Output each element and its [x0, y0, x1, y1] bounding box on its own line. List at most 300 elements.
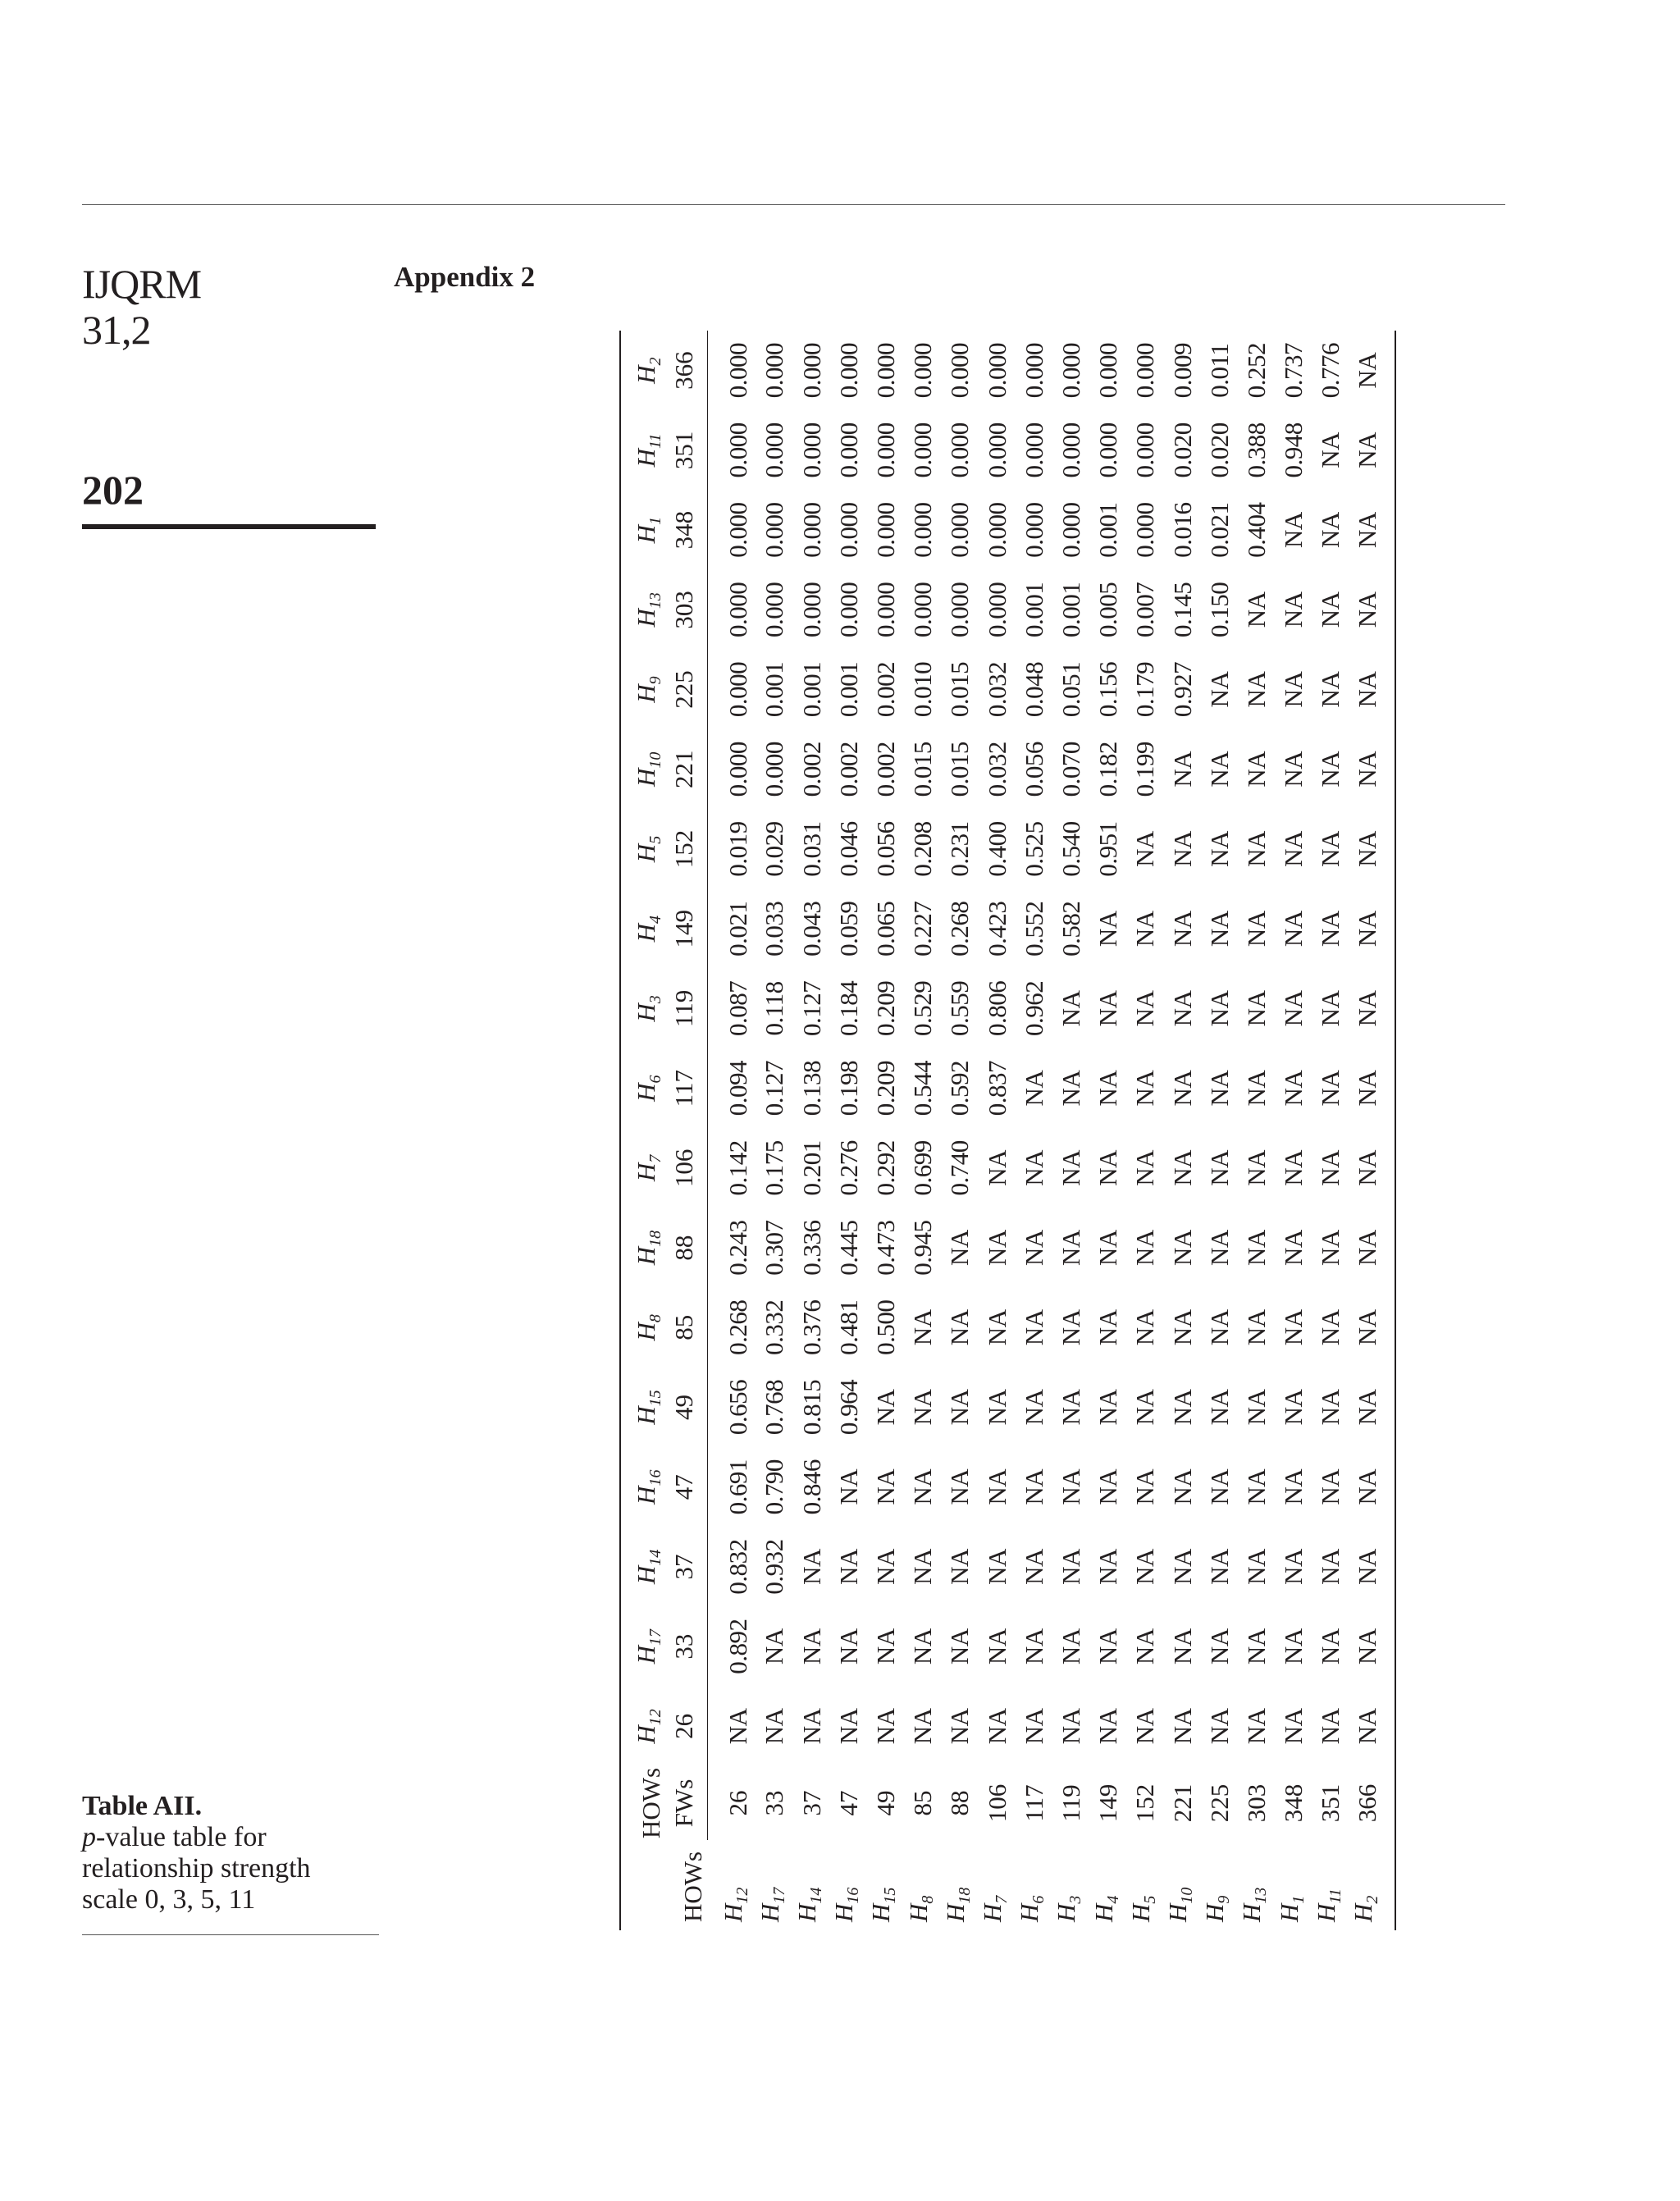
p-value-cell: 0.268 — [723, 1299, 752, 1355]
p-value-cell: NA — [1316, 432, 1345, 468]
column-header-subscript: 7 — [646, 1154, 665, 1163]
p-value-cell: NA — [908, 1309, 938, 1346]
row-fw-value: 366 — [1353, 1783, 1382, 1823]
p-value-cell: NA — [1204, 1309, 1234, 1346]
table-row — [905, 331, 942, 1930]
column-fw-value: 37 — [669, 1527, 708, 1606]
row-label-subscript: 8 — [918, 1895, 937, 1904]
row-fw-value: 152 — [1130, 1783, 1160, 1823]
p-value-cell: 0.209 — [871, 1061, 901, 1116]
p-value-cell: NA — [1279, 1549, 1308, 1585]
row-label-subscript: 3 — [1066, 1895, 1085, 1904]
p-value-cell: NA — [1093, 1309, 1123, 1346]
column-header-subscript: 9 — [646, 676, 665, 685]
p-value-cell: 0.336 — [797, 1220, 826, 1276]
p-value-cell: 0.000 — [945, 343, 975, 399]
row-label-base: H — [1125, 1903, 1155, 1922]
column-header-h13 — [620, 570, 669, 650]
column-header-base: $H_6$ — [632, 1075, 665, 1102]
row-label-base: H — [755, 1903, 784, 1922]
row-fw-value: 221 — [1167, 1783, 1197, 1823]
p-value-cell: 0.015 — [945, 661, 975, 718]
p-value-cell: 0.000 — [1056, 502, 1085, 558]
p-value-cell: 0.815 — [797, 1379, 826, 1436]
p-value-cell: NA — [1167, 990, 1197, 1027]
table-row — [756, 331, 793, 1930]
p-value-cell: NA — [1316, 751, 1345, 788]
p-value-cell: NA — [1167, 1708, 1197, 1745]
column-header-subscript: 15 — [646, 1390, 665, 1407]
p-value-cell: 0.029 — [760, 821, 789, 877]
p-value-cell: NA — [1056, 1309, 1085, 1346]
row-label-subscript: 9 — [1215, 1895, 1234, 1904]
row-label-subscript: 7 — [993, 1895, 1011, 1904]
table-row — [1052, 331, 1089, 1930]
p-value-cell: NA — [1353, 1230, 1382, 1266]
column-header-h8 — [620, 1288, 669, 1368]
p-value-cell: 0.142 — [723, 1140, 752, 1196]
p-value-cell: NA — [1279, 1628, 1308, 1665]
p-value-cell: NA — [1130, 1628, 1160, 1665]
p-value-cell: NA — [982, 1230, 1011, 1266]
p-value-cell: 0.000 — [1019, 343, 1048, 399]
row-fw-value: 119 — [1056, 1784, 1085, 1822]
column-header-subscript: 6 — [646, 1075, 665, 1084]
p-value-cell: NA — [982, 1389, 1011, 1426]
p-value-cell: 0.000 — [1093, 422, 1123, 478]
row-label-h15 — [867, 1840, 904, 1930]
p-value-cell: NA — [1353, 751, 1382, 788]
p-value-cell: NA — [1353, 1468, 1382, 1505]
column-fw-value: 152 — [669, 809, 708, 888]
p-value-cell: 0.740 — [945, 1140, 975, 1196]
p-value-cell: NA — [945, 1230, 975, 1266]
caption-rule — [82, 1934, 379, 1935]
row-label-subscript: 4 — [1103, 1895, 1122, 1904]
p-value-cell: NA — [1353, 1708, 1382, 1745]
p-value-cell: 0.927 — [1167, 661, 1197, 718]
p-value-cell: NA — [1279, 1468, 1308, 1505]
p-value-cell: NA — [1167, 1230, 1197, 1266]
p-value-cell: NA — [871, 1549, 901, 1585]
p-value-cell: 0.231 — [945, 821, 975, 877]
p-value-cell: 0.400 — [982, 821, 1011, 877]
p-value-cell: NA — [1279, 990, 1308, 1027]
row-fw-value: 47 — [833, 1790, 863, 1816]
p-value-cell: 0.691 — [723, 1459, 752, 1515]
row-label-base: H — [1089, 1903, 1118, 1922]
p-value-cell: 0.945 — [908, 1220, 938, 1276]
p-value-cell: 0.000 — [1019, 502, 1048, 558]
row-label-h6 — [1016, 1840, 1052, 1930]
p-value-cell: NA — [908, 1389, 938, 1426]
p-value-cell: NA — [1241, 1708, 1271, 1745]
p-value-cell: 0.445 — [833, 1220, 863, 1276]
p-value-cell: 0.552 — [1019, 901, 1048, 957]
p-value-cell: NA — [1167, 1149, 1197, 1186]
table-row — [1312, 331, 1349, 1930]
p-value-cell: NA — [1167, 1549, 1197, 1585]
p-value-cell: NA — [1204, 751, 1234, 788]
table-row — [1164, 331, 1201, 1930]
p-value-cell: 0.000 — [1130, 422, 1160, 478]
p-value-cell: NA — [1279, 1309, 1308, 1346]
p-value-cell: NA — [1316, 911, 1345, 948]
table-row — [1127, 331, 1164, 1930]
row-label-h2 — [1349, 1840, 1395, 1930]
p-value-cell: 0.000 — [1056, 343, 1085, 399]
p-value-cell: 0.737 — [1279, 343, 1308, 399]
row-fw-value: 225 — [1204, 1783, 1234, 1823]
p-value-cell: 0.032 — [982, 661, 1011, 718]
p-value-cell: NA — [1130, 1389, 1160, 1426]
row-label-subscript: 15 — [881, 1887, 900, 1904]
p-value-cell: NA — [1130, 1468, 1160, 1505]
p-value-cell: NA — [1130, 1070, 1160, 1107]
column-header-subscript: 11 — [646, 433, 665, 449]
row-label-base: H — [940, 1903, 970, 1922]
row-label-h16 — [830, 1840, 867, 1930]
p-value-cell: 0.000 — [723, 422, 752, 478]
column-fw-value: 106 — [669, 1128, 708, 1208]
p-value-cell: 0.051 — [1056, 661, 1085, 718]
column-header-subscript: 13 — [646, 592, 665, 610]
p-value-cell: NA — [1130, 1149, 1160, 1186]
p-value-cell: 0.059 — [833, 901, 863, 957]
table-row — [1349, 331, 1395, 1930]
p-value-cell: 0.000 — [833, 582, 863, 637]
p-value-cell: NA — [1316, 1309, 1345, 1346]
p-value-cell: 0.056 — [1019, 742, 1048, 797]
p-value-cell: NA — [1353, 1549, 1382, 1585]
p-value-cell: NA — [1019, 1230, 1048, 1266]
p-value-cell: 0.000 — [982, 422, 1011, 478]
row-label-h7 — [979, 1840, 1016, 1930]
row-label-h4 — [1090, 1840, 1127, 1930]
p-value-cell: 0.046 — [833, 821, 863, 877]
row-label-subscript: 13 — [1252, 1887, 1271, 1904]
p-value-cell: NA — [1241, 1230, 1271, 1266]
column-fw-value: 119 — [669, 969, 708, 1048]
caption-line-3: scale 0, 3, 5, 11 — [82, 1884, 256, 1915]
p-value-cell: NA — [1316, 831, 1345, 867]
p-value-cell: NA — [908, 1468, 938, 1505]
p-value-cell: NA — [1056, 1149, 1085, 1186]
p-value-cell: NA — [1130, 1549, 1160, 1585]
caption-line-2: relationship strength — [82, 1853, 311, 1884]
column-header-base: $H_{16}$ — [632, 1469, 665, 1505]
p-value-cell: 0.198 — [833, 1061, 863, 1116]
p-value-cell: 0.948 — [1279, 422, 1308, 478]
p-value-cell: NA — [1316, 1468, 1345, 1505]
p-value-cell: NA — [1167, 1468, 1197, 1505]
column-fw-value: 303 — [669, 570, 708, 650]
p-value-cell: NA — [1279, 1070, 1308, 1107]
row-label-h10 — [1164, 1840, 1201, 1930]
p-value-cell: 0.000 — [760, 502, 789, 558]
p-value-cell: NA — [1167, 1628, 1197, 1665]
p-value-cell: NA — [1056, 1628, 1085, 1665]
p-value-cell: NA — [1353, 352, 1382, 389]
p-value-cell: NA — [1316, 512, 1345, 548]
p-value-cell: 0.000 — [871, 582, 901, 637]
row-label-base: H — [792, 1903, 822, 1922]
p-value-table-rotated — [619, 331, 1382, 1930]
p-value-cell: NA — [1316, 1389, 1345, 1426]
p-value-cell: 0.000 — [871, 422, 901, 478]
p-value-cell: 0.000 — [1130, 343, 1160, 399]
row-fw-value: 117 — [1019, 1784, 1048, 1822]
p-value-cell: NA — [1279, 1389, 1308, 1426]
p-value-cell: 0.001 — [1056, 582, 1085, 637]
p-value-cell: 0.699 — [908, 1140, 938, 1196]
row-label-base: H — [866, 1903, 896, 1922]
p-value-cell: 0.065 — [871, 901, 901, 957]
p-value-cell: NA — [1019, 1389, 1048, 1426]
column-fw-value: 26 — [669, 1687, 708, 1766]
p-value-cell: NA — [1241, 1468, 1271, 1505]
row-label-subscript: 10 — [1178, 1887, 1197, 1904]
p-value-cell: 0.544 — [908, 1061, 938, 1116]
row-fw-value: 37 — [797, 1790, 826, 1816]
p-value-cell: NA — [1353, 432, 1382, 468]
p-value-cell: NA — [1093, 1549, 1123, 1585]
p-value-cell: NA — [1056, 1070, 1085, 1107]
p-value-cell: 0.964 — [833, 1379, 863, 1436]
table-caption — [82, 1791, 386, 1916]
p-value-cell: 0.832 — [723, 1539, 752, 1595]
p-value-cell: 0.094 — [723, 1061, 752, 1116]
p-value-cell: NA — [1279, 512, 1308, 548]
p-value-cell: NA — [1019, 1549, 1048, 1585]
p-value-cell: 0.951 — [1093, 821, 1123, 877]
row-label-h1 — [1276, 1840, 1312, 1930]
p-value-cell: 0.001 — [1019, 582, 1048, 637]
p-value-cell: 0.806 — [982, 980, 1011, 1037]
p-value-cell: NA — [945, 1389, 975, 1426]
row-label-h14 — [793, 1840, 830, 1930]
p-value-cell: NA — [833, 1628, 863, 1665]
journal-label — [82, 261, 201, 353]
p-value-cell: 0.000 — [982, 343, 1011, 399]
p-value-cell: NA — [982, 1309, 1011, 1346]
p-value-cell: 0.056 — [871, 821, 901, 877]
row-label-subscript: 6 — [1029, 1895, 1048, 1904]
row-label-h17 — [756, 1840, 793, 1930]
p-value-cell: 0.002 — [871, 661, 901, 718]
column-header-h5 — [620, 809, 669, 888]
p-value-cell: NA — [1130, 1708, 1160, 1745]
p-value-cell: NA — [1316, 1708, 1345, 1745]
p-value-cell: NA — [982, 1549, 1011, 1585]
p-value-cell: 0.837 — [982, 1061, 1011, 1116]
p-value-cell: 0.000 — [1019, 422, 1048, 478]
column-header-base: $H_3$ — [632, 995, 665, 1022]
p-value-cell: 0.404 — [1241, 502, 1271, 558]
p-value-cell: NA — [1241, 990, 1271, 1027]
p-value-cell: NA — [1353, 1149, 1382, 1186]
p-value-cell: 0.388 — [1241, 422, 1271, 478]
p-value-cell: NA — [1167, 1389, 1197, 1426]
p-value-cell: 0.559 — [945, 980, 975, 1037]
p-value-cell: 0.846 — [797, 1459, 826, 1515]
p-value-cell: NA — [1241, 1149, 1271, 1186]
row-fw-value: 33 — [760, 1790, 789, 1816]
column-header-h10 — [620, 729, 669, 809]
p-value-cell: 0.000 — [945, 502, 975, 558]
p-value-cell: 0.776 — [1316, 343, 1345, 399]
row-label-base: H — [829, 1903, 859, 1922]
p-value-cell: NA — [797, 1628, 826, 1665]
p-value-cell: NA — [1316, 1070, 1345, 1107]
p-value-cell: 0.000 — [760, 343, 789, 399]
p-value-cell: 0.000 — [945, 582, 975, 637]
p-value-cell: NA — [1204, 1628, 1234, 1665]
p-value-cell: 0.000 — [760, 582, 789, 637]
p-value-cell: NA — [1353, 911, 1382, 948]
p-value-cell: 0.002 — [833, 742, 863, 797]
column-header-subscript: 17 — [646, 1628, 665, 1646]
p-value-cell: 0.010 — [908, 661, 938, 718]
p-value-cell: 0.000 — [833, 343, 863, 399]
p-value-cell: 0.790 — [760, 1459, 789, 1515]
column-header-h15 — [620, 1368, 669, 1447]
p-value-cell: 0.118 — [760, 981, 789, 1036]
page-number: 202 — [82, 467, 144, 513]
p-value-cell: 0.209 — [871, 980, 901, 1037]
column-fw-value: 348 — [669, 491, 708, 570]
p-value-cell: NA — [1204, 1708, 1234, 1745]
caption-line-1 — [82, 1822, 386, 1853]
p-value-cell: NA — [945, 1708, 975, 1745]
p-value-cell: NA — [1093, 1070, 1123, 1107]
column-header-h7 — [620, 1128, 669, 1208]
p-value-cell: NA — [1279, 911, 1308, 948]
column-header-subscript: 5 — [646, 835, 665, 844]
p-value-cell: NA — [1130, 831, 1160, 867]
p-value-cell: 0.000 — [797, 582, 826, 637]
row-label-subscript: 14 — [807, 1887, 826, 1904]
page-number-rule — [82, 524, 376, 529]
section-title: Appendix 2 — [394, 261, 536, 293]
column-header-h2 — [620, 331, 669, 410]
p-value-cell: NA — [833, 1468, 863, 1505]
p-value-cell: 0.000 — [723, 582, 752, 637]
column-header-base: $H_{14}$ — [632, 1549, 665, 1585]
table-row — [793, 331, 830, 1930]
column-header-subscript: 14 — [646, 1549, 665, 1566]
p-value-cell: 0.138 — [797, 1061, 826, 1116]
p-value-cell: 0.184 — [833, 980, 863, 1037]
p-value-cell: 0.423 — [982, 901, 1011, 957]
p-value-cell: NA — [1204, 990, 1234, 1027]
column-header-subscript: 12 — [646, 1709, 665, 1726]
p-value-cell: 0.179 — [1130, 661, 1160, 718]
p-value-cell: NA — [982, 1149, 1011, 1186]
caption-line-1-rest: -value table for — [96, 1822, 267, 1852]
table-row — [942, 331, 979, 1930]
p-value-cell: 0.000 — [760, 742, 789, 797]
p-value-cell: 0.043 — [797, 901, 826, 957]
p-value-cell: 0.150 — [1204, 582, 1234, 637]
p-value-cell: 0.276 — [833, 1140, 863, 1196]
p-value-cell: NA — [1167, 831, 1197, 867]
column-header-base: $H_{18}$ — [632, 1230, 665, 1266]
row-label-subscript: 5 — [1140, 1895, 1159, 1904]
column-fw-value: 49 — [669, 1368, 708, 1447]
p-value-cell: 0.892 — [723, 1619, 752, 1674]
column-header-base: $H_8$ — [632, 1314, 665, 1341]
row-label-subscript: 11 — [1326, 1888, 1344, 1904]
p-value-cell: NA — [1093, 911, 1123, 948]
p-value-cell: NA — [1279, 591, 1308, 628]
table-row — [1016, 331, 1052, 1930]
p-value-cell: NA — [1353, 591, 1382, 628]
column-fw-value: 149 — [669, 889, 708, 969]
row-label-subscript: 17 — [770, 1887, 789, 1904]
p-value-cell: 0.000 — [833, 422, 863, 478]
p-value-cell: NA — [1130, 911, 1160, 948]
p-value-cell: 0.000 — [1130, 502, 1160, 558]
p-value-cell: NA — [1241, 1389, 1271, 1426]
table-row — [1238, 331, 1275, 1930]
p-value-table — [619, 331, 1396, 1930]
row-label-base: H — [1015, 1903, 1044, 1922]
column-header-h4 — [620, 889, 669, 969]
column-header-subscript: 3 — [646, 995, 665, 1004]
row-label-h13 — [1238, 1840, 1275, 1930]
p-value-cell: NA — [1019, 1628, 1048, 1665]
p-value-cell: NA — [1279, 1149, 1308, 1186]
p-value-cell: NA — [1019, 1468, 1048, 1505]
p-value-cell: 0.000 — [871, 502, 901, 558]
p-value-cell: 0.175 — [760, 1140, 789, 1196]
p-value-cell: NA — [871, 1708, 901, 1745]
p-value-cell: NA — [1279, 671, 1308, 708]
p-value-cell: 0.000 — [1056, 422, 1085, 478]
p-value-cell: 0.001 — [1093, 502, 1123, 558]
column-header-base: $H_1$ — [632, 516, 665, 544]
p-value-cell: NA — [1241, 751, 1271, 788]
column-header-subscript: 4 — [646, 916, 665, 925]
p-value-cell: NA — [833, 1708, 863, 1745]
row-label-subscript: 12 — [733, 1887, 751, 1904]
column-header-base: $H_{11}$ — [632, 433, 665, 468]
p-value-cell: 0.021 — [1204, 502, 1234, 558]
p-value-cell: NA — [1353, 1628, 1382, 1665]
p-value-cell: 0.000 — [797, 502, 826, 558]
p-value-cell: NA — [908, 1549, 938, 1585]
column-header-base: $H_{13}$ — [632, 592, 665, 628]
p-value-cell: 0.001 — [797, 661, 826, 718]
p-value-cell: 0.268 — [945, 901, 975, 957]
p-value-cell: 0.000 — [723, 343, 752, 399]
column-header-base: $H_{15}$ — [632, 1390, 665, 1425]
stub-header: HOWs — [678, 1851, 707, 1922]
p-value-cell: 0.020 — [1167, 422, 1197, 478]
p-value-cell: NA — [1167, 911, 1197, 948]
column-header-base: $H_4$ — [632, 916, 665, 943]
table-row — [830, 331, 867, 1930]
p-value-cell: NA — [1241, 911, 1271, 948]
p-value-cell: 0.156 — [1093, 661, 1123, 718]
p-value-cell: NA — [982, 1468, 1011, 1505]
p-value-cell: 0.001 — [833, 661, 863, 718]
column-fw-value: 88 — [669, 1208, 708, 1287]
row-label-base: H — [718, 1903, 747, 1922]
p-value-cell: NA — [1204, 1230, 1234, 1266]
p-value-cell: 0.019 — [723, 821, 752, 877]
